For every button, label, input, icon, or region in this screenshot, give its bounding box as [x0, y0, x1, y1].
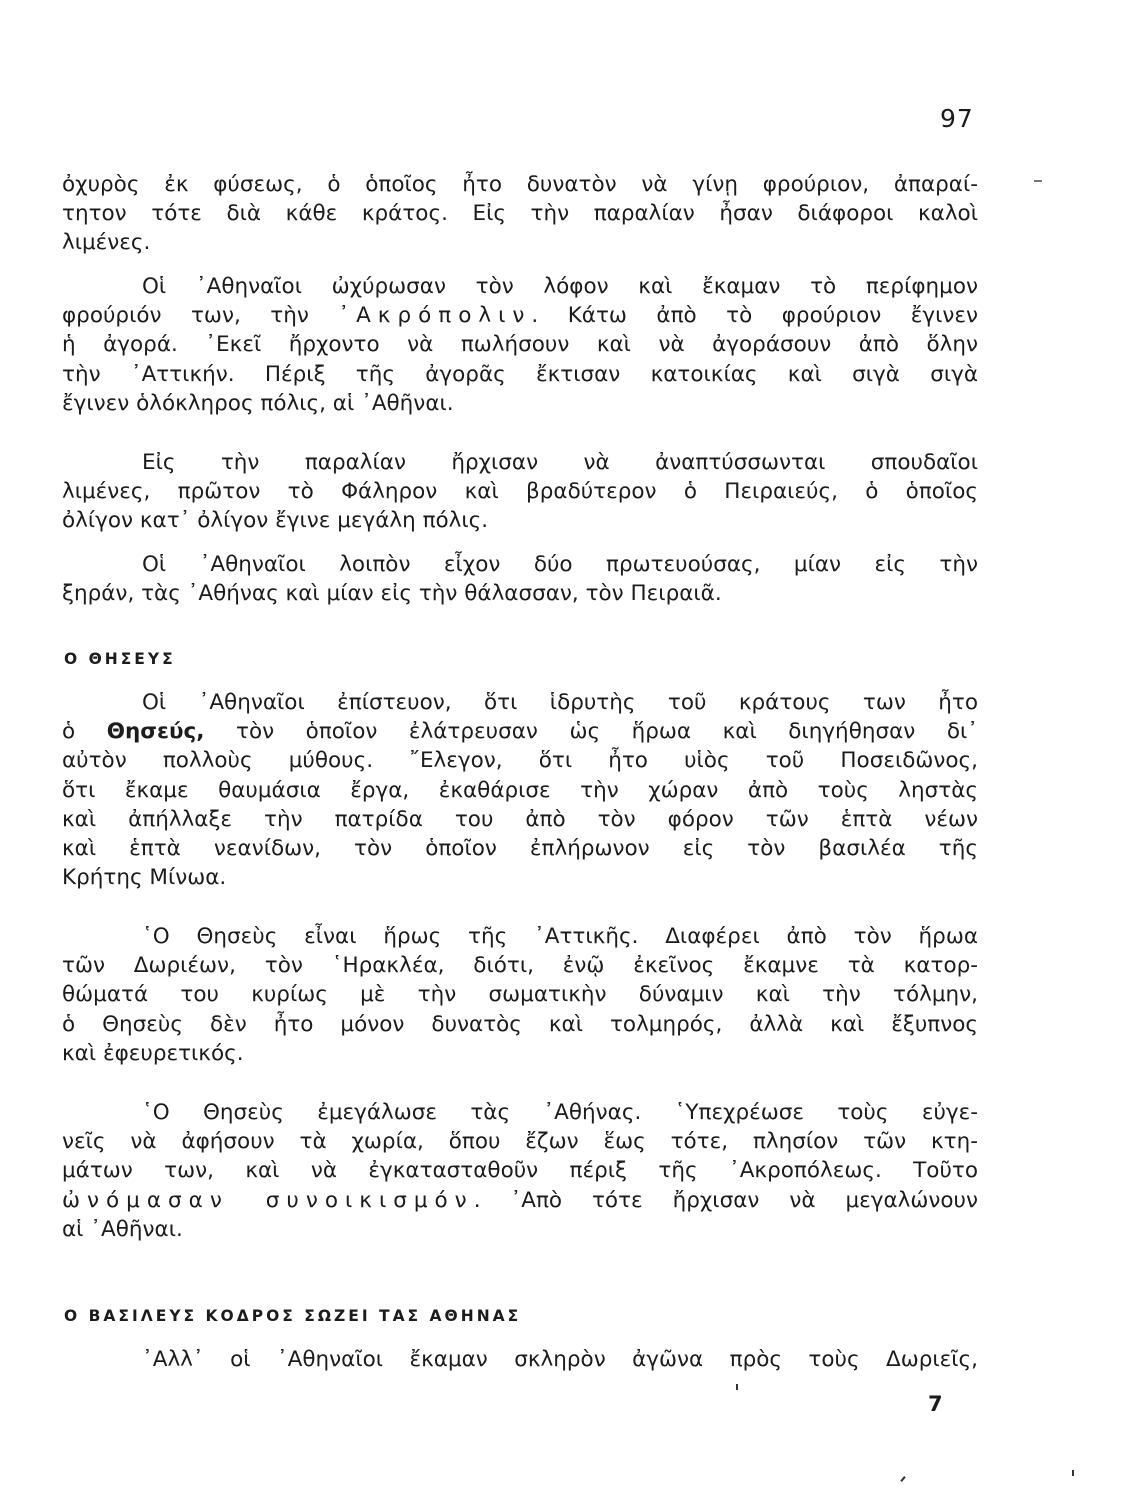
section-heading-kodros: Ο ΒΑΣΙΛΕΥΣ ΚΟΔΡΟΣ ΣΩΖΕΙ ΤΑΣ ΑΘΗΝΑΣ [64, 1307, 522, 1325]
scan-speck [1072, 1470, 1074, 1476]
paragraph-theseus-myths [62, 688, 978, 892]
text-line [62, 301, 978, 330]
paragraph-capitals [62, 550, 978, 608]
text-line: ἔγινεν ὁλόκληρος πόλις, αἱ ᾿Αθῆναι. [62, 390, 454, 416]
page-number: 97 [940, 104, 974, 133]
margin-mark [1034, 180, 1042, 182]
text-line [62, 1186, 978, 1215]
text-line: λιμένες. [62, 230, 151, 256]
text-line: καὶ ἐφευρετικός. [62, 1040, 244, 1066]
text-line: ᾿Αλλ᾿ οἱ ᾿Αθηναῖοι ἔκαμαν σκληρὸν ἀγῶνα πρὸς τοὺς Δωριεῖς, [142, 1347, 978, 1372]
paragraph-kodros [62, 1345, 978, 1374]
text-line: ὀλίγον κατ᾿ ὀλίγον ἔγινε μεγάλη πόλις. [62, 508, 489, 534]
text-line: ὁ Θησεὺς δὲν ἦτο μόνον δυνατὸς καὶ τολμηρός, ἀλλὰ καὶ ἔξυπνος [62, 1011, 978, 1037]
scan-speck [736, 1384, 738, 1390]
text-line: μάτων των, καὶ νὰ ἐγκατασταθοῦν πέριξ τῆς ᾿Ακροπόλεως. Τοῦτο [62, 1158, 978, 1184]
text-line: αὐτὸν πολλοὺς μύθους. ῎Ελεγον, ὅτι ἦτο υἱὸς τοῦ Ποσειδῶνος, [62, 748, 978, 774]
text-line: ἡ ἀγορά. ᾿Εκεῖ ἤρχοντο νὰ πωλήσουν καὶ νὰ ἀγοράσουν ἀπὸ ὅλην [62, 332, 978, 358]
text-line: ὀχυρὸς ἐκ φύσεως, ὁ ὁποῖος ἦτο δυνατὸν νὰ γίνῃ φρούριον, ἀπαραί- [62, 172, 978, 197]
text-line: τητον τότε διὰ κάθε κράτος. Εἰς τὴν παραλίαν ἦσαν διάφοροι καλοὶ [62, 201, 978, 227]
text-line [62, 717, 978, 746]
text-line: Εἰς τὴν παραλίαν ἤρχισαν νὰ ἀναπτύσσωνται σπουδαῖοι [142, 450, 978, 475]
text-span: . ᾿Απὸ τότε ἤρχισαν νὰ μεγαλώνουν [473, 1187, 978, 1213]
text-span: . Κάτω ἀπὸ τὸ φρούριον ἔγινεν [531, 303, 978, 329]
text-line: καὶ ἀπήλλαξε τὴν πατρίδα του ἀπὸ τὸν φόρον τῶν ἑπτὰ νέων [62, 806, 978, 832]
acropolis-term: ᾿Ακρόπολιν [338, 303, 532, 329]
text-line: ῾Ο Θησεὺς ἐμεγάλωσε τὰς ᾿Αθήνας. ῾Υπεχρέωσε τοὺς εὐγε- [142, 1100, 978, 1125]
text-line: Οἱ ᾿Αθηναῖοι ἐπίστευον, ὅτι ἱδρυτὴς τοῦ κράτους των ἦτο [142, 690, 978, 715]
text-line: καὶ ἑπτὰ νεανίδων, τὸν ὁποῖον ἐπλήρωνον εἰς τὸν βασιλέα τῆς [62, 836, 978, 862]
scan-speck [900, 1476, 905, 1482]
text-line: Οἱ ᾿Αθηναῖοι λοιπὸν εἶχον δύο πρωτευούσας, μίαν εἰς τὴν [142, 552, 978, 577]
signature-mark: 7 [928, 1392, 943, 1416]
synoecism-term: ὠνόμασαν συνοικισμόν [62, 1187, 474, 1213]
paragraph-acropolis [62, 272, 978, 418]
text-line: νεῖς νὰ ἀφήσουν τὰ χωρία, ὅπου ἔζων ἕως τότε, πλησίον τῶν κτη- [62, 1129, 978, 1155]
text-line: τῶν Δωριέων, τὸν ῾Ηρακλέα, διότι, ἐνῷ ἐκεῖνος ἔκαμνε τὰ κατορ- [62, 953, 978, 979]
paragraph-theseus-hero [62, 922, 978, 1068]
text-line: θώματά του κυρίως μὲ τὴν σωματικὴν δύναμιν καὶ τὴν τόλμην, [62, 982, 978, 1008]
paragraph-harbours [62, 448, 978, 536]
paragraph-synoecism [62, 1098, 978, 1244]
text-line: αἱ ᾿Αθῆναι. [62, 1216, 183, 1242]
text-span: ὁ [62, 719, 76, 745]
text-line: ὅτι ἔκαμε θαυμάσια ἔργα, ἐκαθάρισε τὴν χώραν ἀπὸ τοὺς ληστὰς [62, 777, 978, 803]
text-line: ῾Ο Θησεὺς εἶναι ἥρως τῆς ᾿Αττικῆς. Διαφέρει ἀπὸ τὸν ἥρωα [142, 924, 978, 949]
text-line: Κρήτης Μίνωα. [62, 865, 227, 891]
text-line: λιμένες, πρῶτον τὸ Φάληρον καὶ βραδύτερον ὁ Πειραιεύς, ὁ ὁποῖος [62, 479, 978, 505]
text-line: Οἱ ᾿Αθηναῖοι ὠχύρωσαν τὸν λόφον καὶ ἔκαμαν τὸ περίφημον [142, 274, 978, 299]
text-line: τὴν ᾿Αττικήν. Πέριξ τῆς ἀγορᾶς ἔκτισαν κατοικίας καὶ σιγὰ σιγὰ [62, 361, 978, 387]
text-span: τὸν ὁποῖον ἐλάτρευσαν ὡς ἥρωα καὶ διηγήθησαν δι᾿ [236, 719, 979, 745]
text-line: ξηράν, τὰς ᾿Αθήνας καὶ μίαν εἰς τὴν θάλασσαν, τὸν Πειραιᾶ. [62, 581, 722, 607]
text-span: φρούριόν των, τὴν [62, 303, 309, 329]
paragraph-opening [62, 170, 978, 258]
section-heading-theseus: Ο ΘΗΣΕΥΣ [64, 650, 176, 668]
theseus-name: Θησεύς, [106, 719, 205, 745]
